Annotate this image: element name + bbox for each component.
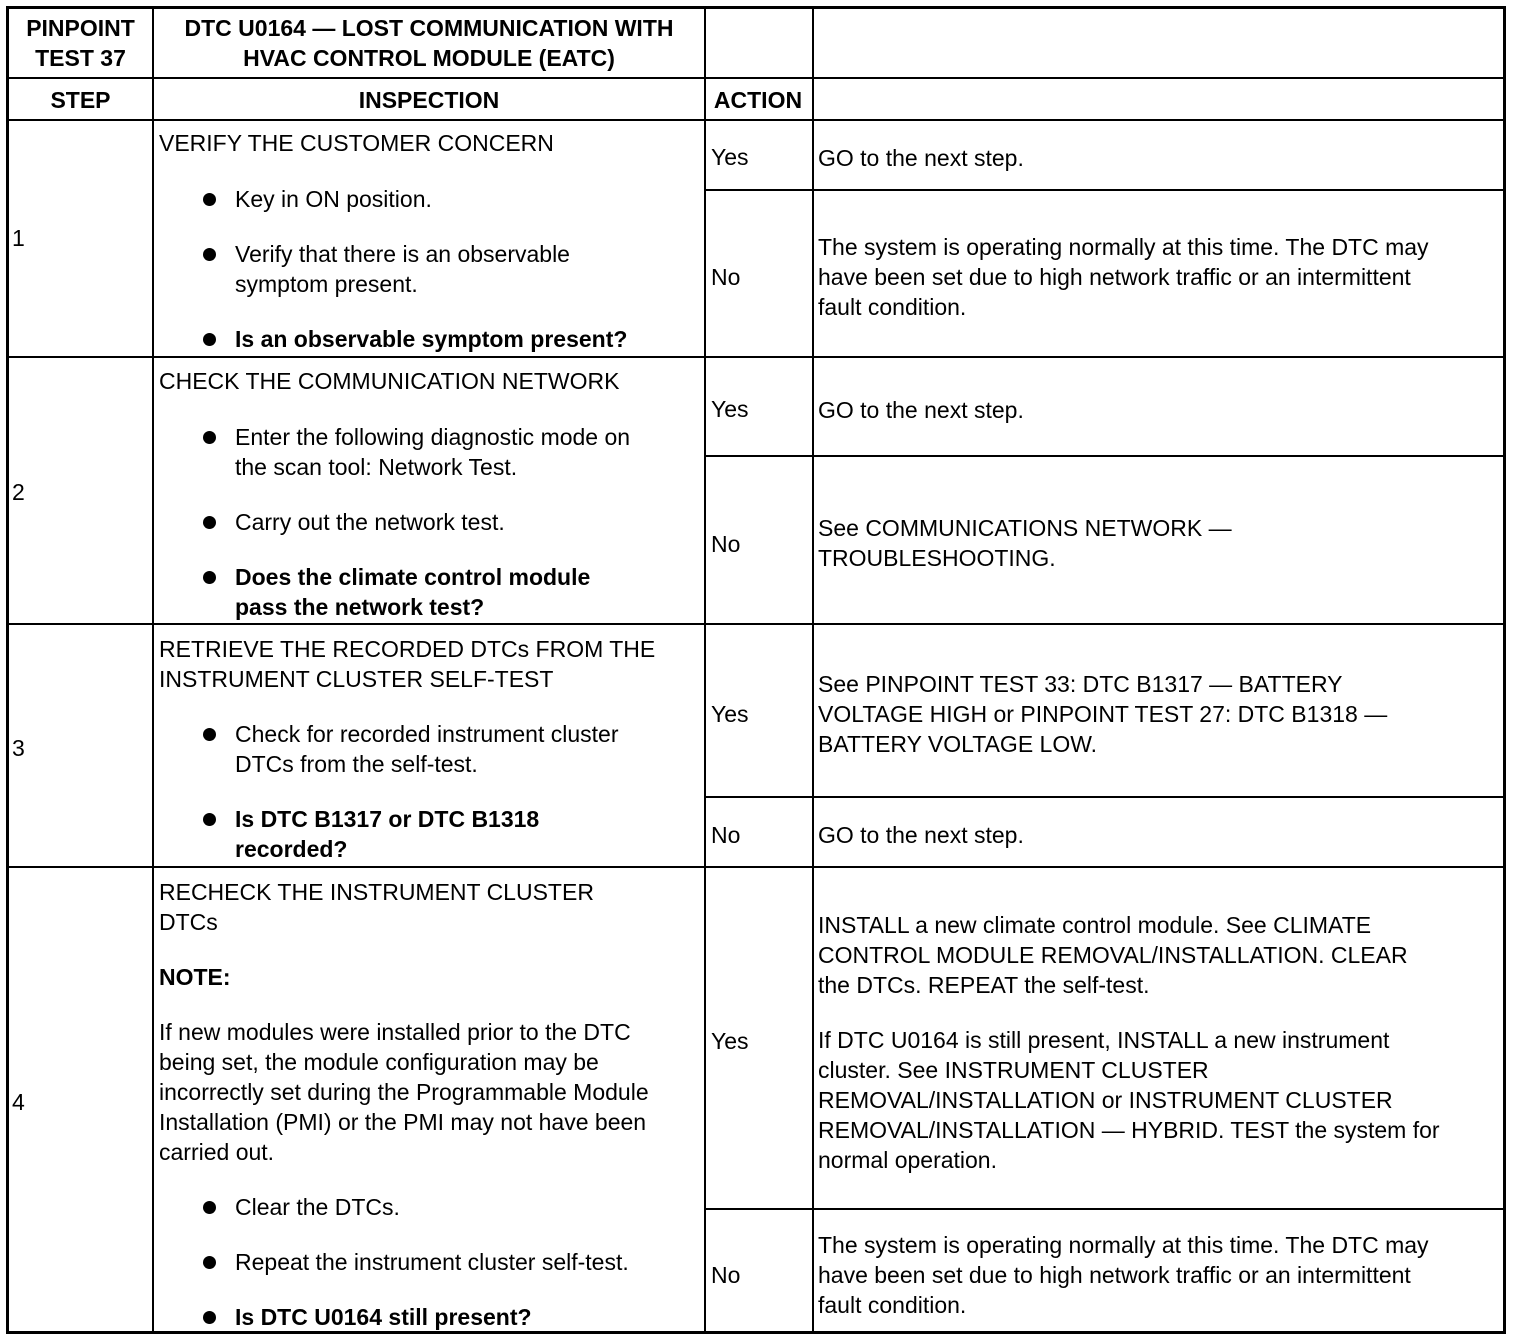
list-item [159,562,704,622]
row-divider [9,77,1503,79]
step-column-header: STEP [50,87,111,113]
bullet-icon [203,1256,216,1269]
action-paragraph [818,910,1503,1000]
bullet-icon [203,728,216,741]
row-divider [9,623,1503,625]
col-divider-step [152,9,154,1331]
bullet-icon [203,431,216,444]
step-3-yes-action [818,669,1503,759]
heading-line: DTCs [159,909,218,935]
bullet-icon [203,193,216,206]
action-line: have been set due to high network traffic or an intermittent [818,264,1411,290]
step-4-no-label: No [711,1262,741,1288]
step-1-yes-action: GO to the next step. [818,145,1024,171]
action-line: cluster. See INSTRUMENT CLUSTER [818,1057,1209,1083]
note-line: Installation (PMI) or the PMI may not have been [159,1109,647,1135]
pinpoint-test-table [6,6,1506,1334]
bullet-text: Carry out the network test. [235,509,505,535]
step-3-heading [159,634,707,694]
note-line: If new modules were installed prior to the DTC [159,1019,631,1045]
action-line: REMOVAL/INSTALLATION — HYBRID. TEST the system for [818,1117,1440,1143]
step-number-2: 2 [12,479,25,505]
bullet-icon [203,571,216,584]
bullet-icon [203,1311,216,1324]
step-1-no-label: No [711,264,741,290]
step-2-heading: CHECK THE COMMUNICATION NETWORK [159,368,620,394]
action-line: INSTALL a new climate control module. See CLIMATE [818,912,1372,938]
yes-no-divider [704,1208,1503,1210]
question-text: Is an observable symptom present? [235,326,628,352]
step-2-yes-action: GO to the next step. [818,397,1024,423]
action-line: If DTC U0164 is still present, INSTALL a new instrument [818,1027,1390,1053]
action-line: TROUBLESHOOTING. [818,545,1056,571]
bullet-text: Repeat the instrument cluster self-test. [235,1249,629,1275]
bullet-icon [203,333,216,346]
bullet-text: Clear the DTCs. [235,1194,400,1220]
pinpoint-line2: TEST 37 [35,45,126,71]
list-item [159,804,707,864]
bullet-text: the scan tool: Network Test. [235,454,518,480]
action-line: REMOVAL/INSTALLATION or INSTRUMENT CLUSTER [818,1087,1393,1113]
step-4-no-action [818,1230,1503,1320]
step-3-no-action: GO to the next step. [818,822,1024,848]
step-3-inspection [159,634,707,864]
yes-no-divider [704,796,1503,798]
page-title [154,13,704,73]
list-item [159,719,707,779]
list-item [159,239,704,299]
step-3-yes-label: Yes [711,701,749,727]
action-line: See PINPOINT TEST 33: DTC B1317 — BATTERY [818,671,1343,697]
action-line: The system is operating normally at this time. The DTC may [818,1232,1429,1258]
step-number-3: 3 [12,735,25,761]
action-line: normal operation. [818,1147,997,1173]
pinpoint-test-label [9,13,152,73]
row-divider [9,356,1503,358]
note-text [159,1017,704,1167]
step-4-yes-action [818,910,1503,1175]
bullet-icon [203,516,216,529]
step-2-yes-label: Yes [711,396,749,422]
list-item [159,1192,704,1222]
list-item [159,422,704,482]
list-item [159,1247,704,1277]
bullet-text: DTCs from the self-test. [235,751,478,777]
list-item [159,1302,704,1332]
pinpoint-line1: PINPOINT [26,15,135,41]
action-line: have been set due to high network traffic or an intermittent [818,1262,1411,1288]
question-text: Does the climate control module [235,564,591,590]
action-line: the DTCs. REPEAT the self-test. [818,972,1150,998]
step-2-inspection [159,366,704,622]
action-line: See COMMUNICATIONS NETWORK — [818,515,1232,541]
list-item [159,184,704,214]
heading-line: INSTRUMENT CLUSTER SELF-TEST [159,666,554,692]
question-text: Is DTC B1317 or DTC B1318 [235,806,540,832]
step-1-no-action [818,232,1503,322]
step-2-no-action [818,513,1503,573]
list-item [159,324,704,354]
action-line: BATTERY VOLTAGE LOW. [818,731,1098,757]
bullet-icon [203,248,216,261]
question-text: Is DTC U0164 still present? [235,1304,532,1330]
action-column-header: ACTION [713,87,803,113]
step-4-inspection [159,877,704,1332]
action-line: CONTROL MODULE REMOVAL/INSTALLATION. CLEAR [818,942,1408,968]
col-divider-action [812,9,814,1331]
bullet-text: symptom present. [235,271,418,297]
step-4-heading [159,877,704,937]
step-4-yes-label: Yes [711,1028,749,1054]
step-number-4: 4 [12,1089,25,1115]
heading-line: RECHECK THE INSTRUMENT CLUSTER [159,879,594,905]
step-1-inspection [159,128,704,354]
action-line: fault condition. [818,294,967,320]
row-divider [9,119,1503,121]
bullet-text: Verify that there is an observable [235,241,570,267]
action-line: fault condition. [818,1292,967,1318]
action-paragraph [818,1025,1503,1175]
note-label-text: NOTE: [159,964,231,990]
action-line: The system is operating normally at this time. The DTC may [818,234,1429,260]
bullet-text: Enter the following diagnostic mode on [235,424,631,450]
question-text: recorded? [235,836,348,862]
bullet-icon [203,1201,216,1214]
step-2-no-label: No [711,531,741,557]
bullet-text: Key in ON position. [235,186,432,212]
note-line: incorrectly set during the Programmable Module [159,1079,649,1105]
heading-line: RETRIEVE THE RECORDED DTCs FROM THE [159,636,656,662]
step-1-heading: VERIFY THE CUSTOMER CONCERN [159,130,554,156]
list-item [159,507,704,537]
step-number-1: 1 [12,225,25,251]
note-line: carried out. [159,1139,275,1165]
yes-no-divider [704,455,1503,457]
note-line: being set, the module configuration may be [159,1049,599,1075]
action-line: VOLTAGE HIGH or PINPOINT TEST 27: DTC B1318 — [818,701,1388,727]
step-1-yes-label: Yes [711,144,749,170]
title-line2: HVAC CONTROL MODULE (EATC) [243,45,615,71]
question-text: pass the network test? [235,594,485,620]
bullet-text: Check for recorded instrument cluster [235,721,619,747]
inspection-column-header: INSPECTION [358,87,500,113]
step-3-no-label: No [711,822,741,848]
title-line1: DTC U0164 — LOST COMMUNICATION WITH [184,15,674,41]
row-divider [9,866,1503,868]
yes-no-divider [704,189,1503,191]
note-label [159,962,704,992]
bullet-icon [203,813,216,826]
